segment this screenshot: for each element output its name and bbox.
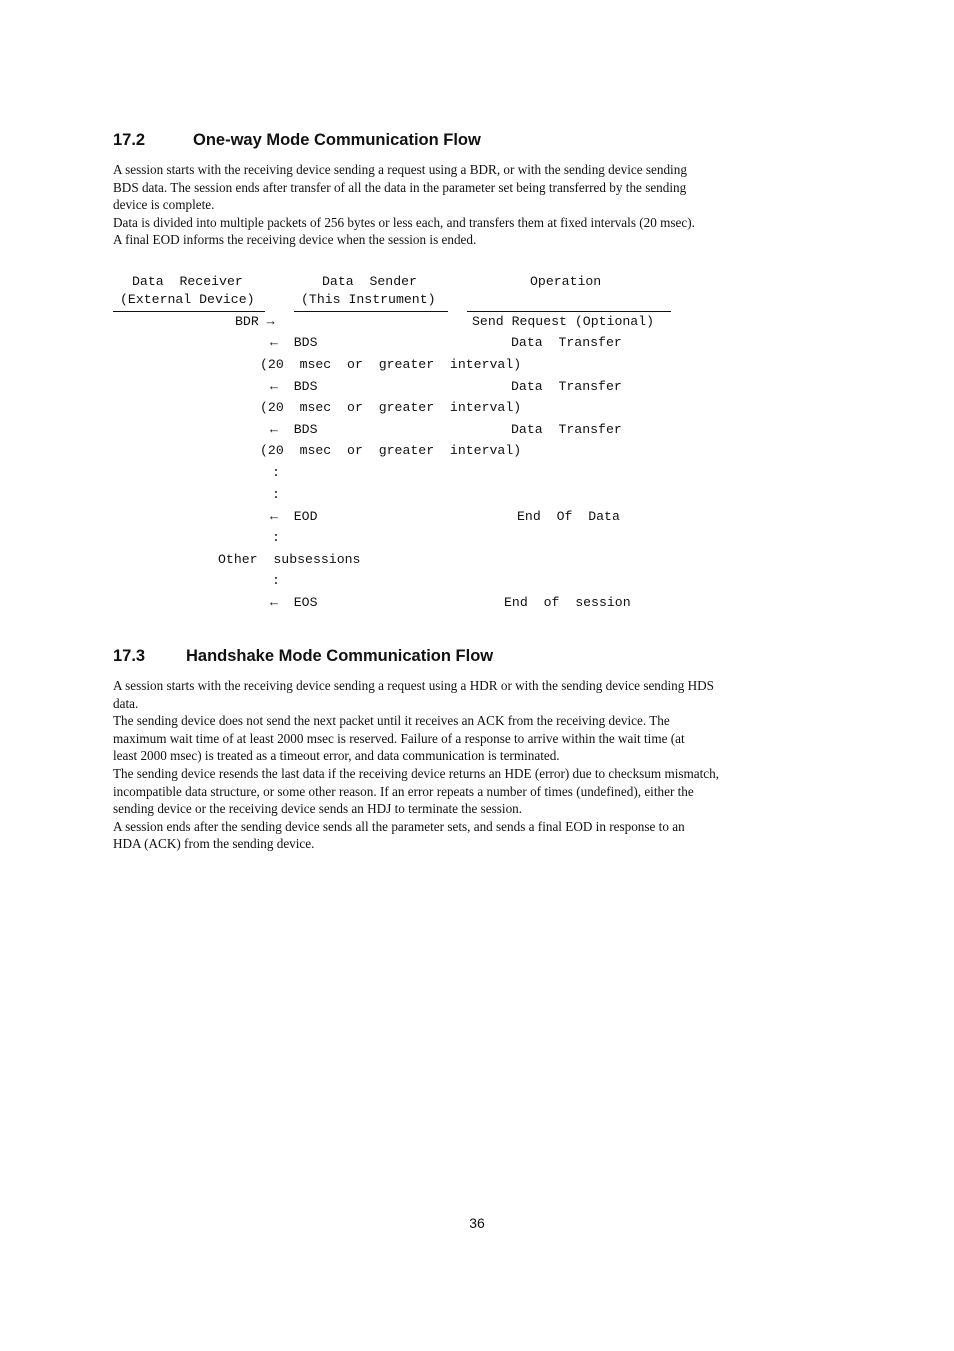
flow-row-message: ← EOS <box>270 595 318 610</box>
paragraph-line: The sending device does not send the next packet until it receives an ACK from the receiving device. The <box>113 713 670 729</box>
flow-row-message: ← BDS <box>270 422 318 437</box>
flow-row-interval: (20 msec or greater interval) <box>260 357 522 372</box>
paragraph-line: Data is divided into multiple packets of 256 bytes or less each, and transfers them at fixed intervals (20 msec). <box>113 214 695 230</box>
flow-row-ellipsis: : <box>272 573 280 588</box>
paragraph-line: maximum wait time of at least 2000 msec is reserved. Failure of a response to arrive within the wait time (at <box>113 730 685 746</box>
section-title: One-way Mode Communication Flow <box>193 131 481 149</box>
paragraph-line: data. <box>113 695 139 711</box>
flow-row-operation: End of session <box>504 595 631 610</box>
flow-row-operation: End Of Data <box>517 509 620 524</box>
header-receiver-line1: Data Receiver <box>132 274 243 289</box>
section-17-3-heading <box>113 647 493 666</box>
paragraph-line: device is complete. <box>113 197 215 213</box>
flow-row-operation: Send Request (Optional) <box>472 314 655 329</box>
paragraph-line: sending device or the receiving device sends an HDJ to terminate the session. <box>113 801 523 817</box>
paragraph-line: A session starts with the receiving device sending a request using a HDR or with the sending device sending HDS <box>113 678 715 693</box>
paragraph-line: A session starts with the receiving device sending a request using a BDR, or with the sending device sending <box>113 162 687 177</box>
flow-row-operation: Data Transfer <box>511 422 622 437</box>
flow-row-operation: Data Transfer <box>511 379 622 394</box>
flow-row-ellipsis: : <box>272 487 280 502</box>
paragraph-line: A final EOD informs the receiving device when the session is ended. <box>113 232 477 248</box>
flow-row-interval: (20 msec or greater interval) <box>260 443 522 458</box>
flow-row-bdr: BDR → <box>235 314 275 329</box>
paragraph-line: A session ends after the sending device sends all the parameter sets, and sends a final EOD in response to an <box>113 818 685 834</box>
section-number: 17.3 <box>113 647 146 665</box>
flow-row-ellipsis: : <box>272 530 280 545</box>
flow-row-subsessions: Other subsessions <box>218 552 361 567</box>
paragraph-line: The sending device resends the last data if the receiving device returns an HDE (error) due to checksum mismatch, <box>113 765 720 781</box>
paragraph-line: HDA (ACK) from the sending device. <box>113 836 315 852</box>
section-number: 17.2 <box>113 131 146 149</box>
flow-row-message: ← BDS <box>270 379 318 394</box>
flow-row-message: ← EOD <box>270 509 318 524</box>
header-sender-line1: Data Sender <box>322 274 417 289</box>
header-operation: Operation <box>530 274 602 289</box>
section-17-2-heading <box>113 131 481 150</box>
page-number: 36 <box>469 1215 485 1231</box>
paragraph-line: least 2000 msec) is treated as a timeout error, and data communication is terminated. <box>113 748 560 764</box>
flow-row-ellipsis: : <box>272 465 280 480</box>
section-17-3-paragraph <box>113 677 813 853</box>
header-sender-line2: (This Instrument) <box>301 292 436 307</box>
paragraph-line: incompatible data structure, or some other reason. If an error repeats a number of times (undefined), either the <box>113 783 694 799</box>
operation-header-rule <box>467 311 671 312</box>
flow-row-message: ← BDS <box>270 335 318 350</box>
flow-row-interval: (20 msec or greater interval) <box>260 400 522 415</box>
section-title: Handshake Mode Communication Flow <box>186 647 494 665</box>
header-receiver-line2: (External Device) <box>120 292 255 307</box>
flow-row-operation: Data Transfer <box>511 335 622 350</box>
section-17-2-paragraph <box>113 161 813 249</box>
paragraph-line: BDS data. The session ends after transfer of all the data in the parameter set being transferred by the sending <box>113 179 687 195</box>
receiver-header-rule <box>113 311 265 312</box>
sender-header-rule <box>294 311 448 312</box>
